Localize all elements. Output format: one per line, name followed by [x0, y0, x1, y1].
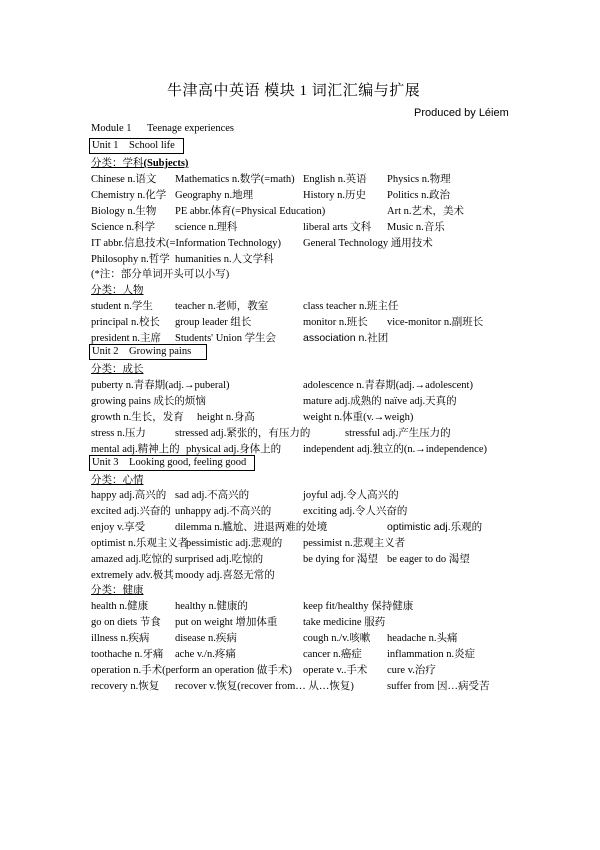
vocab-entry: put on weight 增加体重: [175, 617, 278, 628]
vocab-entry: pessimist n.悲观主义者: [303, 538, 406, 549]
vocab-entry: disease n.疾病: [175, 633, 237, 644]
vocab-entry: weight n.体重(v.→weigh): [303, 412, 414, 423]
vocab-entry: General Technology 通用技术: [303, 238, 433, 249]
vocab-entry: toothache n.牙痛: [91, 649, 164, 660]
vocab-entry: exciting adj.令人兴奋的: [303, 506, 408, 517]
unit-1-heading: [89, 138, 184, 154]
vocab-entry: surprised adj.吃惊的: [175, 554, 264, 565]
vocab-entry: sad adj.不高兴的: [175, 490, 250, 501]
vocab-entry: operate v..手术: [303, 665, 368, 676]
vocab-entry: History n.历史: [303, 190, 366, 201]
vocab-entry: height n.身高: [197, 412, 255, 423]
vocab-entry: take medicine 服药: [303, 617, 386, 628]
vocab-entry: group leader 组长: [175, 317, 252, 328]
module-label: Module 1: [91, 123, 132, 134]
vocab-entry: puberty n.青春期(adj.→puberal): [91, 380, 230, 391]
vocab-entry: Mathematics n.数学(=math): [175, 174, 295, 185]
vocab-entry: cure v.治疗: [387, 665, 436, 676]
vocab-entry: English n.英语: [303, 174, 367, 185]
category-heading: 分类：成长: [91, 364, 144, 375]
vocab-entry: Chinese n.语文: [91, 174, 157, 185]
vocab-entry: happy adj.高兴的: [91, 490, 167, 501]
vocab-entry: growing pains 成长的烦恼: [91, 396, 206, 407]
vocab-entry: extremely adv.极其: [91, 570, 174, 581]
vocab-entry: Students' Union 学生会: [175, 333, 277, 344]
vocab-entry: mental adj.精神上的: [91, 444, 180, 455]
vocab-entry: monitor n.班长: [303, 317, 368, 328]
vocab-entry: keep fit/healthy 保持健康: [303, 601, 414, 612]
category-heading: 分类：学科(Subjects): [91, 158, 189, 169]
vocab-entry: stress n.压力: [91, 428, 146, 439]
vocab-entry: optimist n.乐观主义者: [91, 538, 189, 549]
vocab-entry: stressful adj.产生压力的: [345, 428, 451, 439]
vocab-entry: growth n.生长，发育: [91, 412, 184, 423]
vocab-entry: Biology n.生物: [91, 206, 157, 217]
vocab-entry: go on diets 节食: [91, 617, 161, 628]
vocab-entry: amazed adj.吃惊的: [91, 554, 173, 565]
vocab-entry: Music n.音乐: [387, 222, 445, 233]
vocab-entry: excited adj.兴奋的: [91, 506, 171, 517]
vocab-entry: IT abbr.信息技术(=Information Technology): [91, 238, 281, 249]
vocab-entry: humanities n.人文学科: [175, 254, 274, 265]
vocab-entry: enjoy v.享受: [91, 522, 146, 533]
vocab-entry: recovery n.恢复: [91, 681, 160, 692]
category-heading: 分类：人物: [91, 285, 144, 296]
unit-label: Unit 3: [92, 457, 119, 468]
vocab-entry: teacher n.老师，教室: [175, 301, 269, 312]
vocab-entry: science n.理科: [175, 222, 238, 233]
vocab-entry: Philosophy n.哲学: [91, 254, 170, 265]
vocab-entry: association n.社团: [303, 332, 389, 344]
unit-3-heading: [89, 455, 255, 471]
vocab-entry: class teacher n.班主任: [303, 301, 399, 312]
vocab-entry: optimistic adj.乐观的: [387, 521, 483, 533]
category-heading: 分类：健康: [91, 585, 144, 596]
page-title: 牛津高中英语 模块 1 词汇汇编与扩展: [167, 83, 421, 99]
unit-label: Unit 1: [92, 140, 119, 151]
vocab-entry: be dying for 渴望: [303, 554, 378, 565]
vocab-entry: inflammation n.炎症: [387, 649, 476, 660]
vocab-entry: mature adj.成熟的 naïve adj.天真的: [303, 396, 457, 407]
module-name: Teenage experiences: [147, 123, 234, 134]
vocab-entry: PE abbr.体育(=Physical Education): [175, 206, 326, 217]
vocab-entry: healthy n.健康的: [175, 601, 248, 612]
vocab-entry: liberal arts 文科: [303, 222, 372, 233]
unit-2-heading: [89, 344, 207, 360]
vocab-entry: principal n.校长: [91, 317, 160, 328]
vocab-entry: Physics n.物理: [387, 174, 451, 185]
vocab-entry: recover v.恢复(recover from… 从…恢复): [175, 681, 354, 692]
vocab-entry: unhappy adj.不高兴的: [175, 506, 272, 517]
unit-name: School life: [129, 140, 175, 151]
vocab-entry: adolescence n.青春期(adj.→adolescent): [303, 380, 473, 391]
vocab-entry: Chemistry n.化学: [91, 190, 167, 201]
vocab-entry: ache v./n.疼痛: [175, 649, 236, 660]
vocab-entry: illness n.疾病: [91, 633, 150, 644]
vocab-entry: stressed adj.紧张的，有压力的: [175, 428, 311, 439]
vocab-entry: dilemma n.尴尬、进退两难的处境: [175, 522, 328, 533]
vocab-entry: cough n./v.咳嗽: [303, 633, 371, 644]
vocab-entry: headache n.头痛: [387, 633, 458, 644]
vocab-entry: operation n.手术(perform an operation 做手术): [91, 665, 292, 676]
vocab-entry: suffer from 因…病受苦: [387, 681, 490, 692]
vocab-entry: pessimistic adj.悲观的: [186, 538, 283, 549]
producer-credit: Produced by Léiem: [414, 107, 509, 119]
vocab-entry: health n.健康: [91, 601, 149, 612]
vocab-entry: Art n.艺术，美术: [387, 206, 464, 217]
vocab-entry: be eager to do 渴望: [387, 554, 470, 565]
vocab-entry: Politics n.政治: [387, 190, 451, 201]
vocab-entry: Geography n.地理: [175, 190, 254, 201]
unit-name: Growing pains: [129, 346, 192, 357]
vocab-entry: cancer n.癌症: [303, 649, 362, 660]
vocab-entry: independent adj.独立的(n.→independence): [303, 444, 487, 455]
unit-name: Looking good, feeling good: [129, 457, 247, 468]
vocab-entry: joyful adj.令人高兴的: [303, 490, 399, 501]
unit-label: Unit 2: [92, 346, 119, 357]
vocab-entry: vice-monitor n.副班长: [387, 317, 484, 328]
note: (*注：部分单词开头可以小写): [91, 269, 230, 280]
vocab-entry: physical adj.身体上的: [186, 444, 282, 455]
vocab-entry: student n.学生: [91, 301, 153, 312]
vocab-entry: moody adj.喜怒无常的: [175, 570, 275, 581]
category-heading: 分类：心情: [91, 475, 144, 486]
vocab-entry: Science n.科学: [91, 222, 156, 233]
vocab-entry: president n.主席: [91, 333, 161, 344]
